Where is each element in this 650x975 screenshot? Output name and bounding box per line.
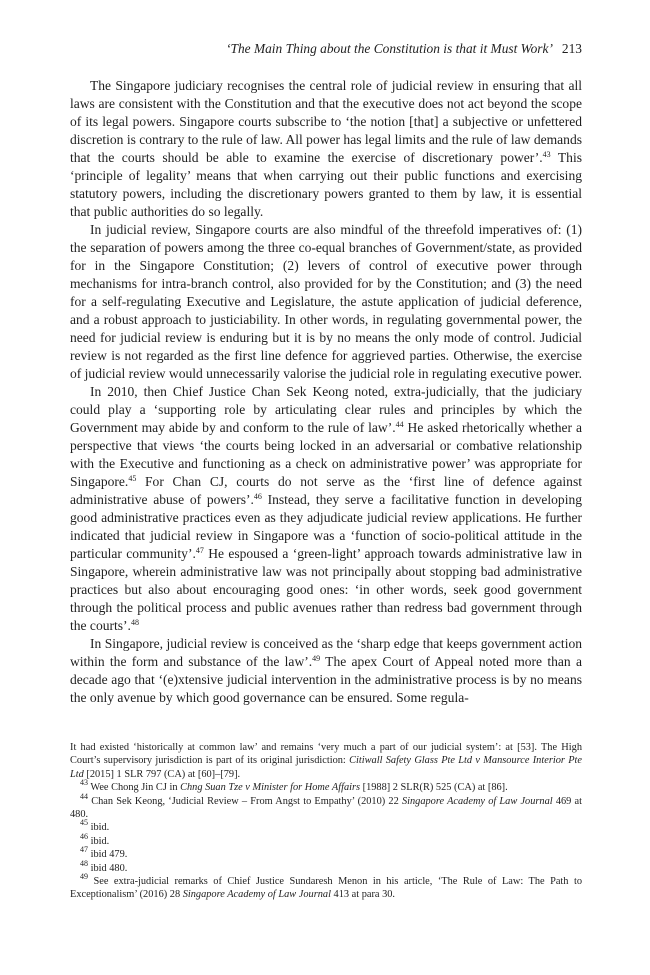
footnote-marker: 43 xyxy=(542,150,551,159)
text-run: 413 at para 30. xyxy=(330,889,396,901)
text-run: ibid 479. xyxy=(88,849,128,861)
footnote-marker: 49 xyxy=(80,872,88,882)
footnote-marker: 49 xyxy=(312,654,321,663)
footnote-marker: 44 xyxy=(80,791,88,801)
footnote xyxy=(70,778,582,794)
text-run: It had existed ‘historically at common law’ and remains ‘very much a part of our judicial system’: at [53]. The High Court’s supervisory jurisdiction is part of its original jurisdiction: xyxy=(70,742,582,767)
body-paragraph xyxy=(70,635,582,707)
footnote-marker: 46 xyxy=(253,492,262,501)
body-paragraph xyxy=(70,383,582,635)
footnote xyxy=(70,831,582,848)
footnote xyxy=(70,858,582,875)
case-or-journal-title: Chng Suan Tze v Minister for Home Affairs xyxy=(180,782,361,794)
running-head-title: ‘The Main Thing about the Constitution is that it Must Work’ xyxy=(226,41,553,56)
footnote-marker: 48 xyxy=(130,618,139,627)
footnote-marker: 44 xyxy=(395,420,404,429)
text-run: ibid. xyxy=(88,822,110,834)
footnote xyxy=(70,818,582,834)
text-run: The Singapore judiciary recognises the central role of judicial review in ensuring that all laws are consistent with the Constitution and that the executive does not act beyond the scope of its legal powers. Singapore courts subscribe to ‘the notion [that] a subjective or unfettered discretion is contrary to the rule of law. All power has legal limits and the rule of law demands that the courts should be able to examine the exercise of discretionary power’. xyxy=(70,78,582,165)
text-run: 469 at 480. xyxy=(70,795,583,821)
page-number: 213 xyxy=(561,41,582,56)
footnote xyxy=(70,845,582,861)
footnote-marker: 45 xyxy=(128,474,137,483)
footnote-marker: 47 xyxy=(195,546,204,555)
text-run: See extra-judicial remarks of Chief Justice Sundaresh Menon in his article, ‘The Rule of Law: The Path to Exceptionalism’ (2016) 28 xyxy=(70,876,582,901)
footnote-marker: 45 xyxy=(80,818,88,828)
text-run: ibid. xyxy=(88,835,110,847)
body-text xyxy=(70,77,582,707)
text-run: Instead, they serve a facilitative function in developing good administrative practices even as they adjudicate judicial review applications. He further indicated that judicial review in Singapore was a ‘function of socio-political attitude in the particular community’. xyxy=(70,492,583,561)
footnote xyxy=(70,872,582,902)
footnote-marker: 47 xyxy=(80,845,88,855)
case-or-journal-title: Citiwall Safety Glass Pte Ltd v Mansource Interior Pte Ltd xyxy=(70,755,582,780)
running-head xyxy=(70,40,582,58)
text-run: In Singapore, judicial review is conceived as the ‘sharp edge that keeps government action within the form and substance of the law’. xyxy=(70,636,582,669)
footnote-marker: 43 xyxy=(80,778,88,788)
footnote-marker: 48 xyxy=(80,858,88,868)
text-run: Wee Chong Jin CJ in xyxy=(88,782,181,794)
text-run: He asked rhetorically whether a perspective that views ‘the courts being locked in an adversarial or combative relationship with the Executive and functioning as a check on administrative power’ was appropriate for Singapore. xyxy=(70,420,582,489)
footnote xyxy=(70,791,583,822)
footnote xyxy=(70,741,582,781)
text-run: The apex Court of Appeal noted more than a decade ago that ‘(e)xtensive judicial intervention in the administrative process is by no means the only avenue by which good governance can be ensured. Some regula- xyxy=(70,654,582,705)
text-run: For Chan CJ, courts do not serve as the ‘first line of defence against administrative abuse of powers’. xyxy=(70,474,582,507)
text-run: Chan Sek Keong, ‘Judicial Review – From Angst to Empathy’ (2010) 22 xyxy=(88,795,402,807)
text-run: He espoused a ‘green-light’ approach towards administrative law in Singapore, wherein administrative law was not principally about stopping bad administrative practices but also about encouraging good ones: ‘in other words, seek good government through the political process and public avenues rather than redress bad government through the courts’. xyxy=(70,546,582,633)
case-or-journal-title: Singapore Academy of Law Journal xyxy=(182,889,331,901)
footnote-marker: 46 xyxy=(80,831,88,841)
text-run: In 2010, then Chief Justice Chan Sek Keong noted, extra-judicially, that the judiciary could play a ‘supporting role by articulating clear rules and principles by which the Government may abide by and conform to the rule of law’. xyxy=(70,384,582,435)
page xyxy=(70,40,582,902)
text-run: [2015] 1 SLR 797 (CA) at [60]–[79]. xyxy=(83,768,241,780)
footnotes xyxy=(70,741,582,902)
body-paragraph xyxy=(70,77,582,221)
body-paragraph xyxy=(70,221,582,383)
text-run: In judicial review, Singapore courts are also mindful of the threefold imperatives of: (1) the separation of powers among the three co-equal branches of Government/state, as provided for in the Singapore Constitution; (2) levers of control of executive power through mechanisms for intra-branch control, also provided for by the Constitution; and (3) the need for a self-regulating Executive and Legislature, the astute application of judicial deference, and a robust approach to justiciability. In other words, in regulating governmental power, the need for judicial review is enduring but it is by no means the only mode of control. Judicial review is not regarded as the first line defence for aggrieved parties. Otherwise, the exercise of judicial review would unnecessarily valorise the judicial role in regulating executive power. xyxy=(70,222,582,381)
case-or-journal-title: Singapore Academy of Law Journal xyxy=(401,795,553,807)
text-run: This ‘principle of legality’ means that when carrying out their public functions and exercising statutory powers, including the discretionary powers granted to them by law, it is essential that public authorities do so legally. xyxy=(70,150,582,219)
text-run: [1988] 2 SLR(R) 525 (CA) at [86]. xyxy=(360,782,508,794)
text-run: ibid 480. xyxy=(88,862,128,874)
